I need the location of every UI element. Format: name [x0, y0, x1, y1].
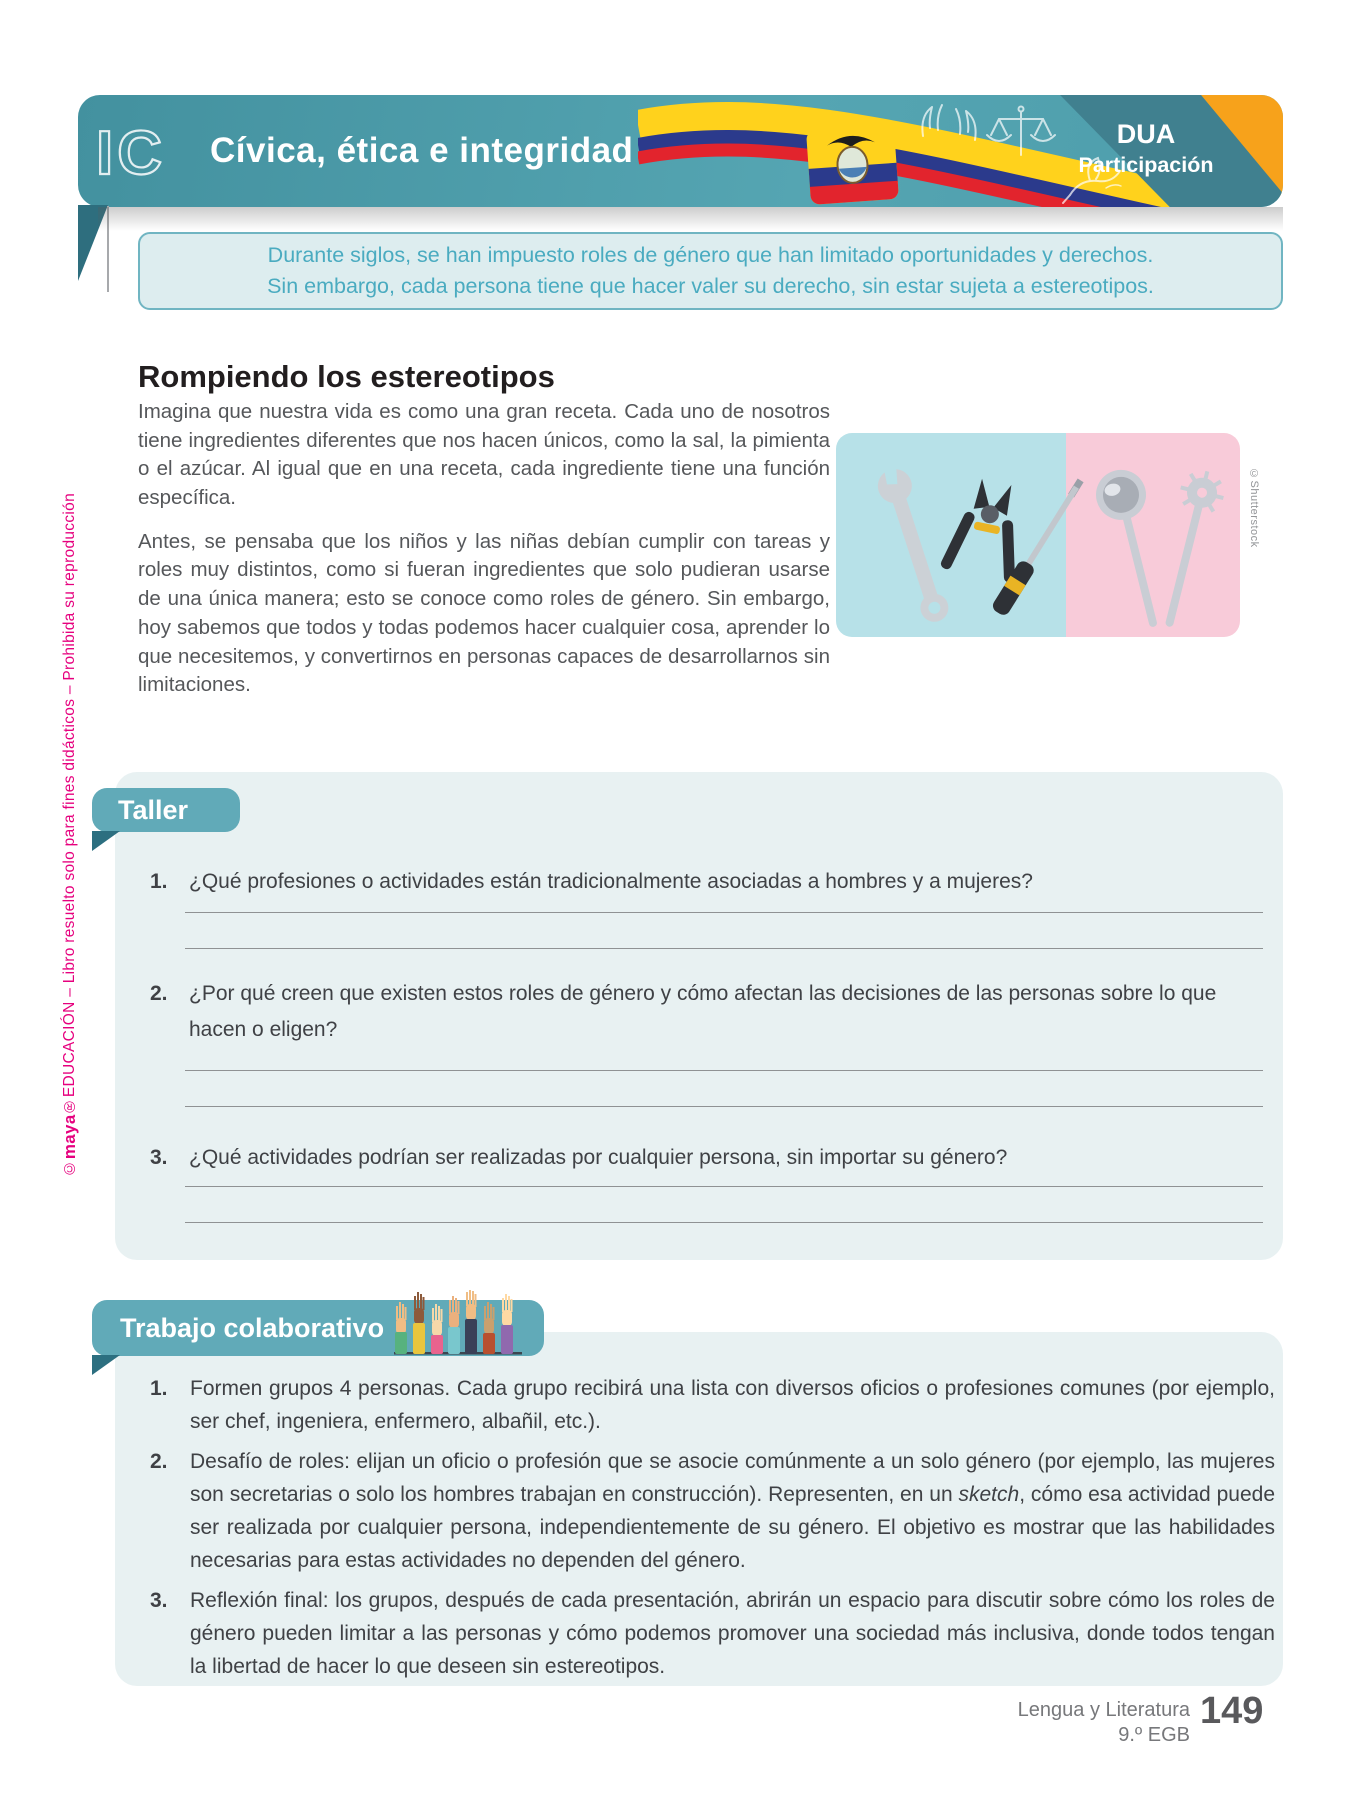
item-text: Formen grupos 4 personas. Cada grupo recibirá una lista con diversos oficios o profesiones comunes (por ejemplo, ser chef, ingeniera, enfermero, albañil, etc.).	[190, 1377, 1275, 1433]
question-text: ¿Qué actividades podrían ser realizadas por cualquier persona, sin importar su género?	[189, 1146, 1008, 1169]
question-number: 2.	[150, 982, 168, 1005]
answer-line	[185, 1186, 1263, 1187]
footer-subject: Lengua y Literatura	[1017, 1699, 1190, 1721]
trabajo-tab-fold	[92, 1355, 120, 1375]
intro-quote-line2: Sin embargo, cada persona tiene que hacer valer su derecho, sin estar sujeta a estereotipos.	[267, 274, 1154, 298]
dua-title: DUA	[1116, 119, 1176, 149]
answer-line	[185, 912, 1263, 913]
page-number: 149	[1200, 1690, 1264, 1732]
question-text: ¿Por qué creen que existen estos roles de género y cómo afectan las decisiones de las personas sobre lo que hacen o eligen?	[189, 982, 1217, 1041]
dua-subtitle: Participación	[1078, 153, 1214, 177]
publisher-logo: maya	[60, 1114, 79, 1160]
list-item	[150, 1372, 1280, 1438]
trabajo-tab	[92, 1300, 544, 1356]
taller-tab-label: Taller	[118, 794, 189, 825]
question-number: 3.	[150, 1146, 168, 1169]
taller-tab	[92, 788, 240, 832]
item-text: Desafío de roles: elijan un oficio o profesión que se asocie comúnmente a un solo género (por ejemplo, las mujeres son secretarias o solo los hombres trabajan en construcción). Representen, en un sketch, cómo esa actividad puede ser realizada por cualquier persona, independientemente de su género. El objetivo es mostrar que las habilidades necesarias para estas actividades no dependen del género.	[190, 1450, 1275, 1572]
answer-line	[185, 1106, 1263, 1107]
footer-subject-block	[1018, 1698, 1190, 1748]
article-paragraph-2: Antes, se pensaba que los niños y las niñas debían cumplir con tareas y roles muy distintos, como si fueran ingredientes que solo pudieran usarse de una única manera; esto se conoce como roles de género. Sin embargo, hoy sabemos que todos y todas podemos hacer cualquier cosa, aprender lo que necesitemos, y convertirnos en personas capaces de desarrollarnos sin limitaciones.	[138, 529, 830, 697]
dua-badge	[1061, 119, 1231, 178]
article-title: Rompiendo los estereotipos	[138, 358, 555, 394]
ecuador-coat-of-arms	[806, 125, 899, 205]
trabajo-tab-label: Trabajo colaborativo	[120, 1312, 385, 1343]
banner-shadow	[98, 207, 1283, 231]
article-body	[138, 398, 830, 715]
item-number: 2.	[150, 1450, 168, 1473]
answer-line	[185, 948, 1263, 949]
trabajo-list	[150, 1372, 1280, 1690]
hands-icon	[922, 105, 975, 140]
photo-credit: ©Shutterstock	[1248, 468, 1260, 548]
question-text: ¿Qué profesiones o actividades están tradicionalmente asociadas a hombres y a mujeres?	[189, 870, 1033, 893]
question-number: 1.	[150, 870, 168, 893]
list-item	[150, 1584, 1280, 1683]
taller-tab-fold	[92, 831, 120, 851]
header-banner	[78, 95, 1283, 207]
answer-line	[185, 1222, 1263, 1223]
list-item	[150, 1445, 1280, 1577]
intro-quote-line1: Durante siglos, se han impuesto roles de género que han limitado oportunidades y derechos.	[267, 242, 1154, 267]
item-text: Reflexión final: los grupos, después de cada presentación, abrirán un espacio para discutir sobre cómo los roles de género pueden limitar a las personas y cómo podemos promover una sociedad más inclusiva, donde todos tengan la libertad de hacer lo que deseen sin estereotipos.	[190, 1589, 1275, 1678]
footer-grade: 9.º EGB	[1118, 1724, 1190, 1746]
item-number: 3.	[150, 1589, 168, 1612]
item-number: 1.	[150, 1377, 168, 1400]
tools-utensils-photo	[836, 433, 1240, 637]
copyright-watermark: ©maya®EDUCACIÓN – Libro resuelto solo para fines didácticos – Prohibida su reproducción	[60, 493, 79, 1177]
article-paragraph-1: Imagina que nuestra vida es como una gran receta. Cada uno de nosotros tiene ingredientes diferentes que nos hacen únicos, como la sal, la pimienta o el azúcar. Al igual que en una receta, cada ingrediente tiene una función específica.	[138, 400, 830, 510]
page-title: Cívica, ética e integridad	[210, 131, 634, 170]
intro-quote-box	[138, 232, 1283, 310]
unit-code-text: IC	[96, 119, 166, 188]
unit-code-outline	[92, 111, 212, 193]
taller-question-1	[150, 864, 1275, 900]
taller-question-3	[150, 1140, 1275, 1176]
taller-question-2	[150, 976, 1275, 1048]
raised-hands-icon	[392, 1290, 530, 1358]
scales-icon	[987, 107, 1055, 156]
answer-line	[185, 1070, 1263, 1071]
